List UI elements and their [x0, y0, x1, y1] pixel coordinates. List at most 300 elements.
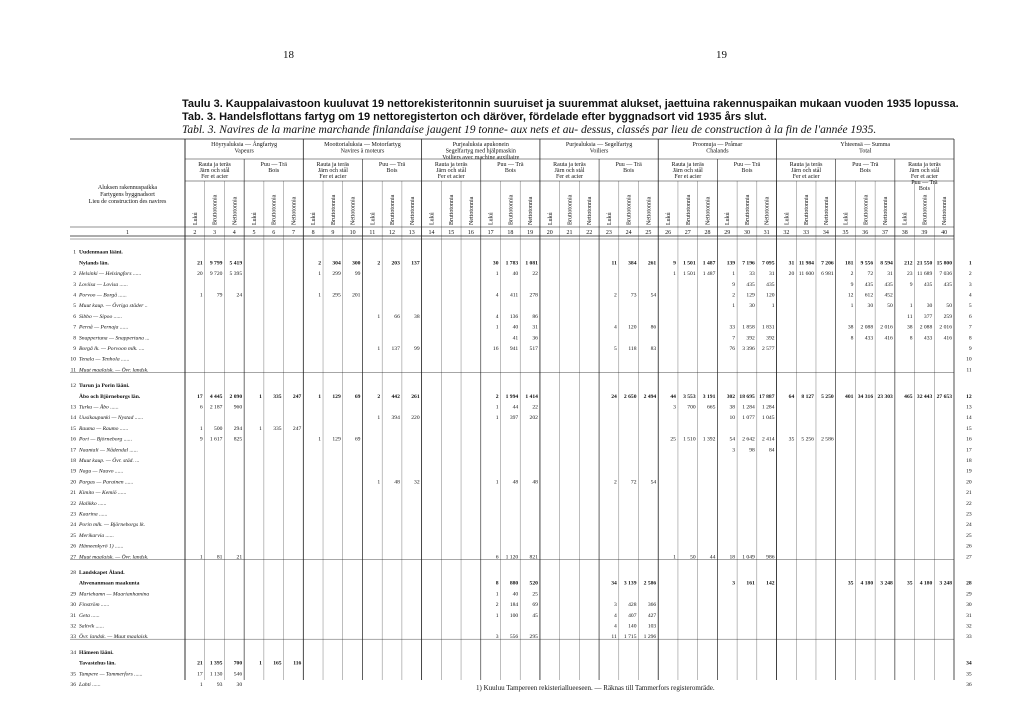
value-cell: 212: [904, 260, 913, 267]
value-cell: 433: [923, 335, 933, 342]
column-number: 18: [507, 230, 514, 236]
place-name: Porvoo — Borgå ......: [79, 292, 127, 299]
row-number: 11: [70, 367, 76, 374]
column-label: Lukú: [606, 212, 613, 225]
column-number: 31: [763, 230, 770, 236]
column-label: Bruttotonnia: [390, 194, 397, 225]
row-number: 8: [73, 335, 76, 342]
value-cell: 33: [749, 271, 755, 278]
value-cell: 184: [509, 602, 519, 609]
value-cell: 140: [628, 623, 637, 630]
value-cell: 31: [966, 612, 972, 619]
value-cell: 21: [236, 554, 243, 561]
value-cell: 21: [197, 260, 203, 267]
value-cell: 24: [236, 292, 243, 299]
value-cell: 32: [966, 623, 972, 630]
place-name: Helsinki — Helsingfors ......: [79, 271, 142, 278]
column-label: Lukú: [547, 212, 554, 225]
value-cell: 1 120: [505, 554, 519, 561]
value-cell: 1: [377, 479, 381, 486]
value-cell: 15 800: [936, 260, 952, 267]
value-cell: 1: [377, 346, 381, 352]
value-cell: 6 981: [821, 271, 834, 278]
value-cell: 247: [292, 425, 302, 432]
column-label: Lukú: [843, 212, 850, 225]
value-cell: 50: [946, 303, 952, 310]
row-number: 28: [70, 570, 76, 576]
value-cell: 1 510: [683, 436, 696, 443]
value-cell: 9: [968, 346, 972, 352]
place-name: Muut kaup. — Övr. städ. ...: [79, 458, 140, 464]
place-name: Kimito — Kemiö ......: [79, 490, 127, 497]
value-cell: 83: [650, 346, 657, 352]
value-cell: 165: [273, 660, 282, 667]
value-cell: 401: [845, 393, 854, 400]
material-header: Rauta ja teräs Järn och stål Fer et acier Puu — Trä Bois: [908, 162, 941, 192]
value-cell: 2 577: [761, 346, 775, 352]
value-cell: 5: [968, 303, 972, 310]
value-cell: 1: [968, 260, 972, 267]
value-cell: 36: [966, 682, 972, 688]
value-cell: 32 443: [916, 393, 933, 400]
value-cell: 36: [532, 335, 538, 342]
column-label: Lukú: [370, 212, 377, 225]
value-cell: 3: [732, 447, 736, 454]
value-cell: 11 689: [917, 271, 933, 278]
place-name: Tenala — Tenhola ......: [79, 356, 130, 363]
column-number: 4: [232, 230, 236, 236]
value-cell: 72: [867, 271, 874, 278]
value-cell: 556: [509, 634, 519, 641]
value-cell: 9 556: [860, 260, 874, 267]
value-cell: 13: [966, 404, 972, 411]
column-number: 39: [921, 230, 928, 236]
value-cell: 69: [354, 393, 361, 400]
table-title-finnish: Taulu 3. Kauppalaivastoon kuuluvat 19 nettorekisteritonnin suuruiset ja suuremmat alukset, jaettuina rakennuspaikan mukaan vuoden 1935 lopussa.: [182, 98, 959, 110]
value-cell: 2 650: [623, 393, 637, 400]
value-cell: 427: [647, 612, 657, 619]
row-number: 13: [70, 404, 76, 411]
material-header: Rauta ja teräs Järn och stål Fer et acier: [553, 162, 586, 180]
value-cell: 10: [729, 415, 736, 422]
section-heading: Åbo och Björneborgs län.: [79, 393, 141, 400]
place-name: Uusikaupunki — Nystad ......: [79, 415, 144, 422]
place-name: Övr. landsk. — Muut maalaisk.: [79, 634, 149, 641]
value-cell: 9: [732, 281, 736, 288]
value-cell: 2: [732, 292, 736, 299]
value-cell: 30: [966, 602, 972, 609]
value-cell: 16: [966, 436, 972, 443]
value-cell: 1: [850, 303, 854, 310]
column-number: 6: [272, 230, 276, 236]
value-cell: 103: [647, 623, 657, 630]
value-cell: 11 984: [798, 260, 814, 267]
value-cell: 4 445: [209, 393, 223, 400]
column-number: 33: [803, 230, 810, 236]
column-number: 32: [783, 230, 790, 236]
row-number: 26: [70, 543, 76, 550]
value-cell: 24: [966, 522, 972, 529]
section-heading: Nylands län.: [79, 260, 109, 267]
value-cell: 1 783: [505, 260, 519, 267]
value-cell: 411: [510, 292, 519, 299]
value-cell: 2 088: [860, 324, 874, 331]
value-cell: 384: [628, 260, 637, 267]
column-number: 9: [331, 230, 335, 236]
value-cell: 142: [766, 580, 775, 587]
value-cell: 3: [673, 404, 676, 411]
value-cell: 99: [414, 346, 420, 352]
row-number: 5: [73, 303, 76, 310]
value-cell: 33: [729, 324, 736, 331]
row-number: 6: [73, 313, 76, 320]
value-cell: 20: [197, 271, 203, 278]
value-cell: 1: [495, 271, 499, 278]
value-cell: 6: [968, 313, 972, 320]
column-label: Bruttotonnia: [626, 194, 633, 225]
value-cell: 41: [512, 335, 519, 342]
material-header: Rauta ja teräs Järn och stål Fer et acier: [789, 162, 823, 180]
column-number: 26: [665, 230, 672, 236]
value-cell: 397: [509, 415, 519, 422]
value-cell: 7 036: [939, 271, 952, 278]
column-number: 5: [252, 230, 256, 236]
value-cell: 50: [690, 554, 696, 561]
column-label: Lukú: [192, 212, 199, 225]
place-name: Merikarvia ......: [79, 532, 114, 539]
value-cell: 4: [495, 292, 499, 299]
value-cell: 986: [766, 554, 775, 561]
value-cell: 1: [377, 415, 381, 422]
row-number: 31: [70, 612, 76, 619]
value-cell: 54: [650, 479, 657, 486]
value-cell: 335: [273, 393, 282, 400]
value-cell: 1: [495, 612, 499, 619]
value-cell: 377: [923, 313, 933, 320]
value-cell: 30: [867, 303, 874, 310]
row-number: 4: [73, 292, 76, 299]
row-number: 25: [70, 532, 76, 539]
value-cell: 8 127: [801, 393, 814, 400]
value-cell: 1: [199, 292, 203, 299]
value-cell: 1: [673, 554, 676, 561]
value-cell: 17: [197, 671, 203, 678]
value-cell: 48: [512, 479, 519, 486]
value-cell: 35: [847, 580, 854, 587]
value-cell: 259: [943, 313, 952, 320]
place-name: Muut kaup. — Övriga städer ..: [79, 303, 148, 310]
place-name: Pernå — Pernaja ......: [79, 324, 129, 331]
value-cell: 48: [394, 479, 400, 486]
column-number: 1: [126, 230, 129, 236]
value-cell: 366: [647, 602, 657, 609]
column-label: Lukú: [784, 212, 791, 225]
value-cell: 161: [746, 580, 755, 587]
value-cell: 11 600: [798, 271, 814, 278]
value-cell: 76: [729, 346, 736, 352]
row-number: 34: [70, 649, 76, 656]
value-cell: 54: [650, 292, 657, 299]
column-label: Nettotonnia: [350, 196, 357, 225]
value-cell: 203: [391, 260, 400, 267]
place-name: Hämeenkyrö 1) ......: [79, 543, 124, 550]
value-cell: 38: [414, 313, 420, 320]
value-cell: 1: [199, 425, 203, 432]
column-number: 8: [311, 230, 315, 236]
row-number: 21: [70, 490, 76, 497]
value-cell: 1 617: [209, 436, 223, 443]
row-number: 3: [73, 281, 76, 288]
value-cell: 93: [216, 682, 223, 688]
value-cell: 5 256: [801, 436, 814, 443]
value-cell: 44: [512, 404, 519, 411]
value-cell: 18 695: [739, 393, 755, 400]
column-number: 13: [408, 230, 415, 236]
value-cell: 1 395: [209, 660, 223, 667]
place-column-header: Aluksen rakennuspaikka Fartygens byggnadsort Lieu de construction des navires: [88, 185, 167, 205]
row-number: 20: [70, 479, 76, 486]
value-cell: 700: [687, 404, 696, 411]
value-cell: 27 653: [936, 393, 952, 400]
value-cell: 21: [966, 490, 972, 497]
value-cell: 1: [495, 404, 499, 411]
value-cell: 546: [233, 671, 243, 678]
value-cell: 825: [233, 436, 243, 443]
value-cell: 38: [847, 324, 854, 331]
column-label: Nettotonnia: [291, 196, 298, 225]
column-label: Lukú: [252, 212, 259, 225]
table-title-swedish: Tab. 3. Handelsflottans fartyg om 19 nettoregisterton och däröver, fördelade efter byggnadsort vid 1935 års slut.: [182, 111, 767, 123]
value-cell: 3: [968, 281, 972, 288]
value-cell: 86: [532, 313, 538, 320]
material-header: Rauta ja teräs Järn och stål Fer et acier: [671, 162, 705, 180]
column-number: 3: [213, 230, 217, 236]
value-cell: 22: [532, 404, 538, 411]
column-number: 12: [389, 230, 396, 236]
value-cell: 100: [509, 612, 519, 619]
value-cell: 23 303: [877, 393, 893, 400]
value-cell: 1 284: [761, 404, 775, 411]
value-cell: 12: [966, 393, 972, 400]
value-cell: 2 187: [209, 404, 223, 411]
column-label: Nettotonnia: [528, 196, 535, 225]
row-number: 36: [70, 682, 76, 688]
value-cell: 1 715: [623, 634, 637, 641]
value-cell: 220: [411, 415, 420, 422]
group-header: Purjealuksia — Segelfartyg Voiliers: [565, 142, 633, 155]
place-name: Kaarina ......: [79, 511, 108, 518]
value-cell: 202: [529, 415, 538, 422]
group-header: Höyryaluksia — Ångfartyg Vapeurs: [211, 142, 278, 155]
value-cell: 73: [630, 292, 637, 299]
value-cell: 335: [273, 425, 282, 432]
section-heading: Turun ja Porin lääni.: [79, 383, 130, 390]
value-cell: 2: [495, 393, 499, 400]
value-cell: 2 586: [643, 580, 657, 587]
column-number: 36: [862, 230, 869, 236]
value-cell: 38: [729, 404, 736, 411]
column-number: 30: [743, 230, 750, 236]
value-cell: 25: [670, 436, 676, 443]
column-label: Bruttotonnia: [449, 194, 456, 225]
column-label: Nettotonnia: [705, 196, 712, 225]
value-cell: 20: [788, 271, 795, 278]
value-cell: 1: [199, 682, 203, 688]
value-cell: 3 248: [880, 580, 893, 587]
value-cell: 54: [729, 436, 736, 443]
column-number: 14: [428, 230, 435, 236]
value-cell: 1: [771, 303, 775, 310]
row-number: 27: [70, 554, 76, 561]
material-header: Puu — Trä Bois: [260, 162, 287, 174]
column-label: Bruttotonnia: [863, 194, 870, 225]
value-cell: 1: [259, 393, 262, 400]
value-cell: 120: [766, 292, 775, 299]
value-cell: 394: [391, 415, 400, 422]
value-cell: 392: [766, 335, 775, 342]
column-label: Nettotonnia: [823, 196, 830, 225]
column-number: 24: [625, 230, 632, 236]
value-cell: 9: [850, 281, 854, 288]
value-cell: 17: [966, 447, 972, 454]
value-cell: 11: [907, 313, 913, 320]
column-label: Bruttotonnia: [567, 194, 574, 225]
value-cell: 9 720: [209, 271, 223, 278]
value-cell: 3 553: [683, 393, 696, 400]
value-cell: 7 206: [821, 260, 834, 267]
value-cell: 1 296: [643, 634, 657, 641]
value-cell: 1 487: [702, 271, 716, 278]
value-cell: 435: [746, 281, 755, 288]
row-number: 1: [73, 249, 76, 256]
value-cell: 23: [966, 511, 972, 518]
row-number: 22: [70, 500, 76, 507]
row-number: 32: [70, 623, 76, 630]
row-number: 23: [70, 511, 76, 518]
value-cell: 433: [864, 335, 874, 342]
value-cell: 44: [709, 554, 716, 561]
value-cell: 27: [966, 554, 972, 561]
value-cell: 416: [884, 335, 893, 342]
value-cell: 428: [628, 602, 637, 609]
column-number: 10: [349, 230, 356, 236]
value-cell: 3 191: [702, 393, 716, 400]
value-cell: 9: [909, 281, 913, 288]
value-cell: 1: [732, 271, 736, 278]
value-cell: 1: [732, 303, 736, 310]
value-cell: 35: [906, 580, 913, 587]
value-cell: 1 501: [683, 271, 696, 278]
column-label: Nettotonnia: [882, 196, 889, 225]
column-label: Bruttotonnia: [330, 194, 337, 225]
value-cell: 517: [529, 346, 538, 352]
place-name: Nagu — Nauvo ......: [79, 468, 124, 475]
value-cell: 72: [630, 479, 637, 486]
value-cell: 48: [532, 479, 538, 486]
column-label: Nettotonnia: [409, 196, 416, 225]
value-cell: 44: [670, 393, 676, 400]
column-label: Lukú: [666, 212, 673, 225]
column-number: 21: [566, 230, 573, 236]
value-cell: 30: [749, 303, 755, 310]
value-cell: 137: [411, 260, 420, 267]
value-cell: 2 016: [880, 324, 893, 331]
value-cell: 21: [197, 660, 203, 667]
place-name: Turku — Åbo ......: [79, 404, 119, 411]
value-cell: 4: [495, 313, 499, 320]
value-cell: 32: [414, 479, 420, 486]
column-number: 40: [941, 230, 948, 236]
value-cell: 5 395: [229, 271, 243, 278]
material-header: Puu — Trä Bois: [733, 162, 761, 174]
column-number: 38: [901, 230, 908, 236]
column-number: 2: [193, 230, 197, 236]
material-header: Rauta ja teräs Järn och stål Fer et acier: [434, 162, 468, 180]
column-number: 23: [605, 230, 612, 236]
value-cell: 23: [906, 271, 913, 278]
value-cell: 98: [749, 447, 755, 454]
section-heading: Landskapet Åland.: [79, 570, 125, 576]
group-header: Purjealuksia apukonein Segelfartyg med hjälpmaskin Voiliers avec machine auxiliaire: [442, 142, 520, 161]
value-cell: 1: [318, 271, 322, 278]
value-cell: 4: [968, 292, 972, 299]
row-number: 35: [70, 671, 76, 678]
value-cell: 2: [968, 271, 972, 278]
value-cell: 435: [943, 281, 952, 288]
value-cell: 1 831: [761, 324, 775, 331]
column-label: Lukú: [311, 212, 318, 225]
value-cell: 201: [352, 292, 361, 299]
value-cell: 11: [966, 367, 972, 374]
value-cell: 8 594: [880, 260, 893, 267]
value-cell: 821: [529, 554, 538, 561]
column-label: Bruttotonnia: [271, 194, 278, 225]
section-heading: Ahvenanmaan maakunta: [79, 580, 140, 587]
row-number: 2: [73, 271, 76, 278]
material-header: Rauta ja teräs Järn och stål Fer et acier: [198, 162, 231, 180]
value-cell: 7: [732, 335, 736, 342]
value-cell: 99: [354, 271, 361, 278]
value-cell: 3: [495, 634, 499, 641]
value-cell: 19: [966, 468, 972, 475]
value-cell: 120: [628, 324, 637, 331]
column-number: 29: [724, 230, 731, 236]
column-number: 27: [684, 230, 691, 236]
value-cell: 64: [788, 393, 795, 400]
value-cell: 9: [673, 260, 676, 267]
column-number: 11: [369, 230, 376, 236]
value-cell: 1 994: [505, 393, 519, 400]
place-name: Pori — Björneborg ......: [79, 436, 133, 443]
value-cell: 116: [293, 660, 302, 667]
section-heading: Hämeen lääni.: [79, 649, 114, 656]
value-cell: 33: [966, 634, 972, 641]
column-label: Lukú: [488, 212, 495, 225]
table-title-french: Tabl. 3. Navires de la marine marchande finlandaise jaugent 19 tonne- aux nets et au- dessus, classés par lieu de construction à la fin de l'année 1935.: [182, 124, 877, 136]
row-number: 24: [70, 522, 76, 529]
value-cell: 2: [850, 271, 854, 278]
value-cell: 294: [233, 425, 243, 432]
value-cell: 1: [318, 292, 322, 299]
value-cell: 3 248: [939, 580, 952, 587]
value-cell: 2 414: [761, 436, 775, 443]
value-cell: 79: [216, 292, 223, 299]
value-cell: 14: [966, 415, 972, 422]
value-cell: 435: [884, 281, 893, 288]
value-cell: 45: [532, 612, 538, 619]
value-cell: 416: [943, 335, 952, 342]
value-cell: 118: [628, 346, 637, 352]
